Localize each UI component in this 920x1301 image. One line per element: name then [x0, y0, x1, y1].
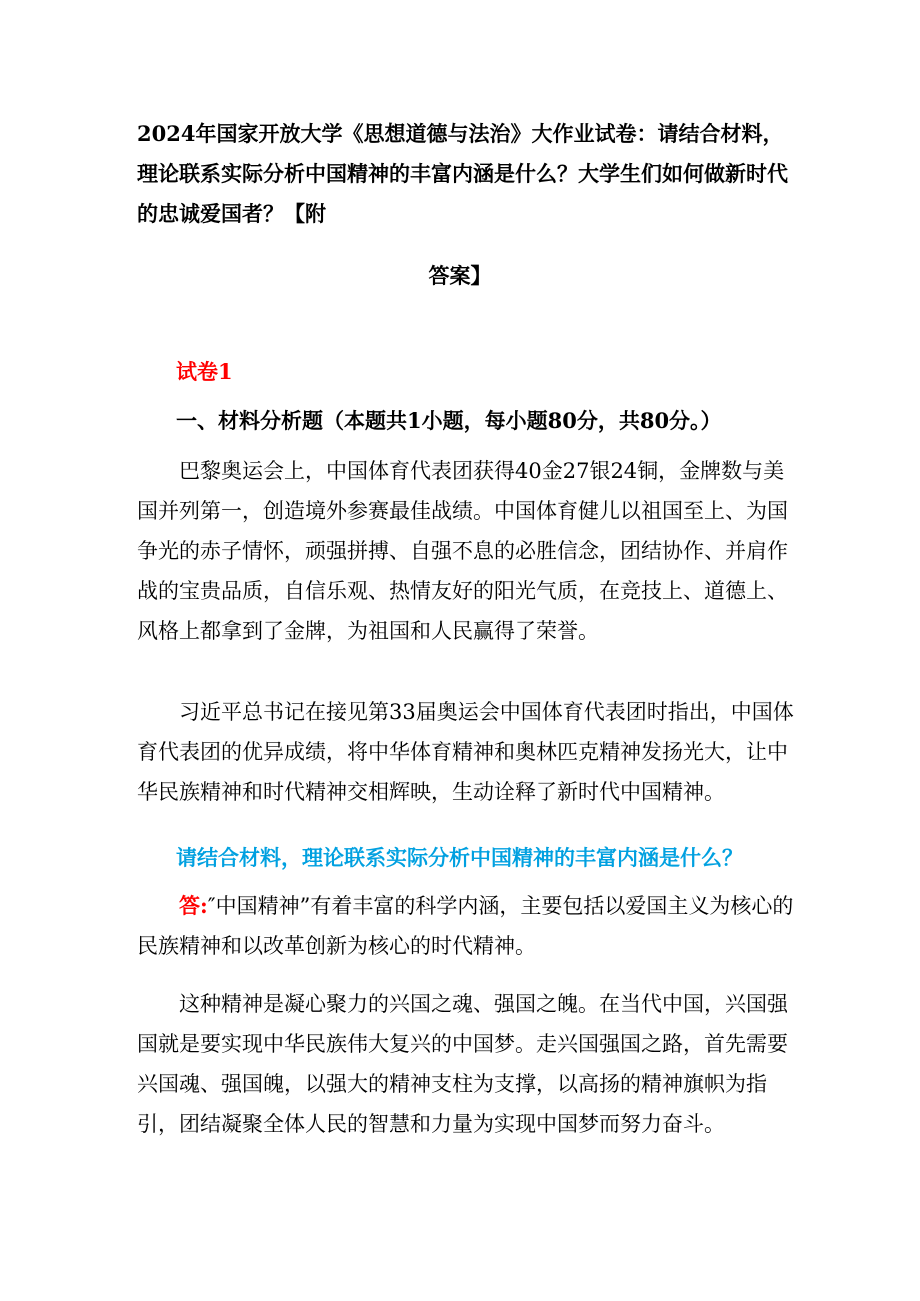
answer-paragraph-1 — [137, 886, 797, 966]
document-title: 2024年国家开放大学《思想道德与法治》大作业试卷：请结合材料，理论联系实际分析中国精神的丰富内涵是什么？大学生们如何做新时代的忠诚爱国者？【附 — [137, 121, 788, 226]
paper-label: 试卷1 — [176, 359, 233, 384]
section-heading: 一、材料分析题（本题共1小题，每小题80分，共80分。） — [176, 408, 722, 433]
question-text: 请结合材料，理论联系实际分析中国精神的丰富内涵是什么？ — [176, 845, 743, 870]
answer-label: 答: — [179, 893, 208, 918]
material-paragraph-2: 习近平总书记在接见第33届奥运会中国体育代表团时指出，中国体育代表团的优异成绩，将中华体育精神和奥林匹克精神发扬光大，让中华民族精神和时代精神交相辉映，生动诠释了新时代中国精神。 — [137, 700, 794, 804]
answer-text-1: ″中国精神”有着丰富的科学内涵，主要包括以爱国主义为核心的民族精神和以改革创新为核心的时代精神。 — [137, 894, 794, 958]
document-title-tail: 答案】 — [428, 263, 492, 288]
answer-paragraph-2: 这种精神是凝心聚力的兴国之魂、强国之魄。在当代中国，兴国强国就是要实现中华民族伟大复兴的中国梦。走兴国强国之路，首先需要兴国魂、强国魄，以强大的精神支柱为支撑，以高扬的精神旗帜为指引，团结凝聚全体人民的智慧和力量为实现中国梦而努力奋斗。 — [137, 992, 788, 1136]
material-paragraph-1: 巴黎奥运会上，中国体育代表团获得40金27银24铜，金牌数与美国并列第一，创造境外参赛最佳战绩。中国体育健儿以祖国至上、为国争光的赤子情怀，顽强拼搏、自强不息的必胜信念，团结协作、并肩作战的宝贵品质，自信乐观、热情友好的阳光气质，在竞技上、道德上、风格上都拿到了金牌，为祖国和人民赢得了荣誉。 — [137, 459, 788, 643]
